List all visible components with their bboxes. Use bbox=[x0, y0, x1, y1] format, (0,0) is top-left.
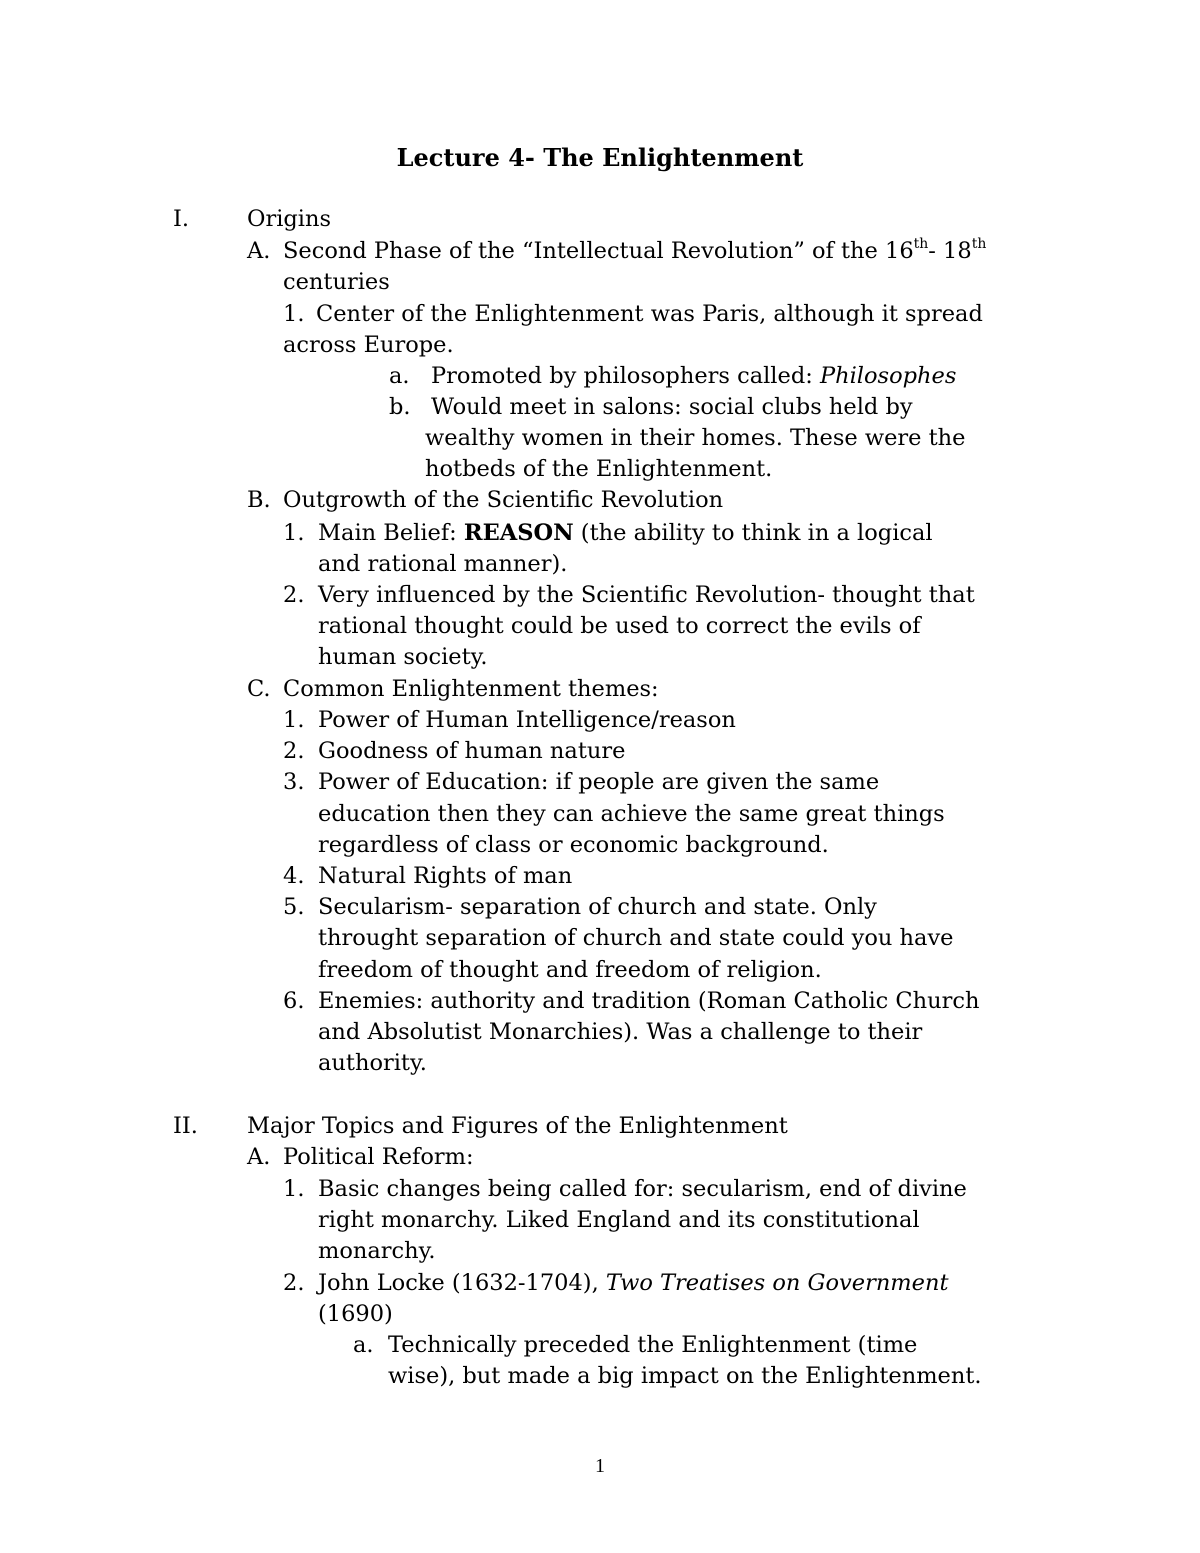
item-text-cont: and rational manner). bbox=[318, 551, 568, 577]
subsection-text: Second Phase of the “Intellectual Revolution” of the 16th- 18th bbox=[283, 235, 987, 264]
theme-item-marker: 5. bbox=[283, 894, 305, 921]
subitem-marker: a. bbox=[353, 1332, 374, 1358]
subitem-text: Technically preceded the Enlightenment (time bbox=[388, 1332, 918, 1358]
subitem-text: Would meet in salons: social clubs held by bbox=[431, 394, 913, 420]
subitem-marker: a. bbox=[389, 363, 410, 389]
section-marker: II. bbox=[173, 1113, 198, 1139]
theme-item-text-cont: authority. bbox=[318, 1050, 427, 1077]
item-marker: 1. bbox=[283, 1176, 305, 1202]
item-text-cont: (1690) bbox=[318, 1301, 393, 1327]
theme-item-text-cont: and Absolutist Monarchies). Was a challenge to their bbox=[318, 1019, 923, 1045]
subsection-marker: A. bbox=[247, 1144, 271, 1170]
item-marker: 1. bbox=[283, 520, 305, 546]
subsection-text: Political Reform: bbox=[283, 1144, 474, 1170]
item-text-cont: rational thought could be used to correct the evils of bbox=[318, 613, 921, 639]
item-text: Basic changes being called for: secularism, end of divine bbox=[318, 1176, 967, 1202]
theme-item-text-cont: regardless of class or economic background. bbox=[318, 831, 829, 858]
subsection-text: Common Enlightenment themes: bbox=[283, 676, 659, 702]
theme-item-marker: 2. bbox=[283, 738, 305, 765]
page-title: Lecture 4- The Enlightenment bbox=[396, 143, 804, 172]
theme-item-text: Natural Rights of man bbox=[318, 863, 573, 889]
subitem-text: Promoted by philosophers called: Philosophes bbox=[431, 363, 957, 389]
theme-item-text: Goodness of human nature bbox=[318, 738, 626, 765]
theme-item-text: Power of Human Intelligence/reason bbox=[318, 707, 736, 733]
section-marker: I. bbox=[173, 206, 190, 232]
item-text: Main Belief: REASON (the ability to think in a logical bbox=[318, 520, 933, 546]
subsection-marker: B. bbox=[247, 487, 271, 513]
item-marker: 1. bbox=[283, 301, 305, 327]
subsection-text: Outgrowth of the Scientific Revolution bbox=[283, 487, 724, 513]
item-marker: 2. bbox=[283, 1270, 305, 1296]
item-text: Very influenced by the Scientific Revolution- thought that bbox=[318, 582, 975, 608]
subitem-text-cont: wealthy women in their homes. These were the bbox=[425, 425, 966, 451]
theme-item-text: Enemies: authority and tradition (Roman Catholic Church bbox=[318, 987, 980, 1014]
section-heading: Major Topics and Figures of the Enlightenment bbox=[247, 1113, 788, 1139]
item-text: Center of the Enlightenment was Paris, although it spread bbox=[316, 301, 983, 327]
subitem-marker: b. bbox=[389, 394, 411, 420]
item-marker: 2. bbox=[283, 582, 305, 608]
theme-item-marker: 1. bbox=[283, 707, 305, 733]
item-text-cont: right monarchy. Liked England and its constitutional bbox=[318, 1207, 920, 1233]
section-heading: Origins bbox=[247, 206, 332, 232]
theme-item-marker: 4. bbox=[283, 863, 305, 889]
theme-item-text: Secularism- separation of church and state. Only bbox=[318, 894, 877, 921]
item-text-cont: human society. bbox=[318, 644, 488, 670]
theme-item-text-cont: education then they can achieve the same great things bbox=[318, 800, 945, 827]
theme-item-text-cont: throught separation of church and state could you have bbox=[318, 925, 954, 952]
subsection-marker: C. bbox=[247, 676, 271, 702]
item-text-cont: across Europe. bbox=[283, 332, 454, 358]
subitem-text-cont: wise), but made a big impact on the Enlightenment. bbox=[388, 1363, 982, 1389]
theme-item-text-cont: freedom of thought and freedom of religion. bbox=[318, 956, 822, 983]
theme-item-marker: 6. bbox=[283, 987, 305, 1014]
theme-item-text: Power of Education: if people are given the same bbox=[318, 769, 880, 796]
item-text: John Locke (1632-1704), Two Treatises on Government bbox=[318, 1270, 949, 1296]
item-text-cont: monarchy. bbox=[318, 1238, 436, 1264]
theme-item-marker: 3. bbox=[283, 769, 305, 796]
subitem-text-cont: hotbeds of the Enlightenment. bbox=[425, 456, 773, 482]
subsection-marker: A. bbox=[247, 238, 271, 264]
page-number: 1 bbox=[595, 1455, 605, 1477]
subsection-text-cont: centuries bbox=[283, 269, 390, 295]
